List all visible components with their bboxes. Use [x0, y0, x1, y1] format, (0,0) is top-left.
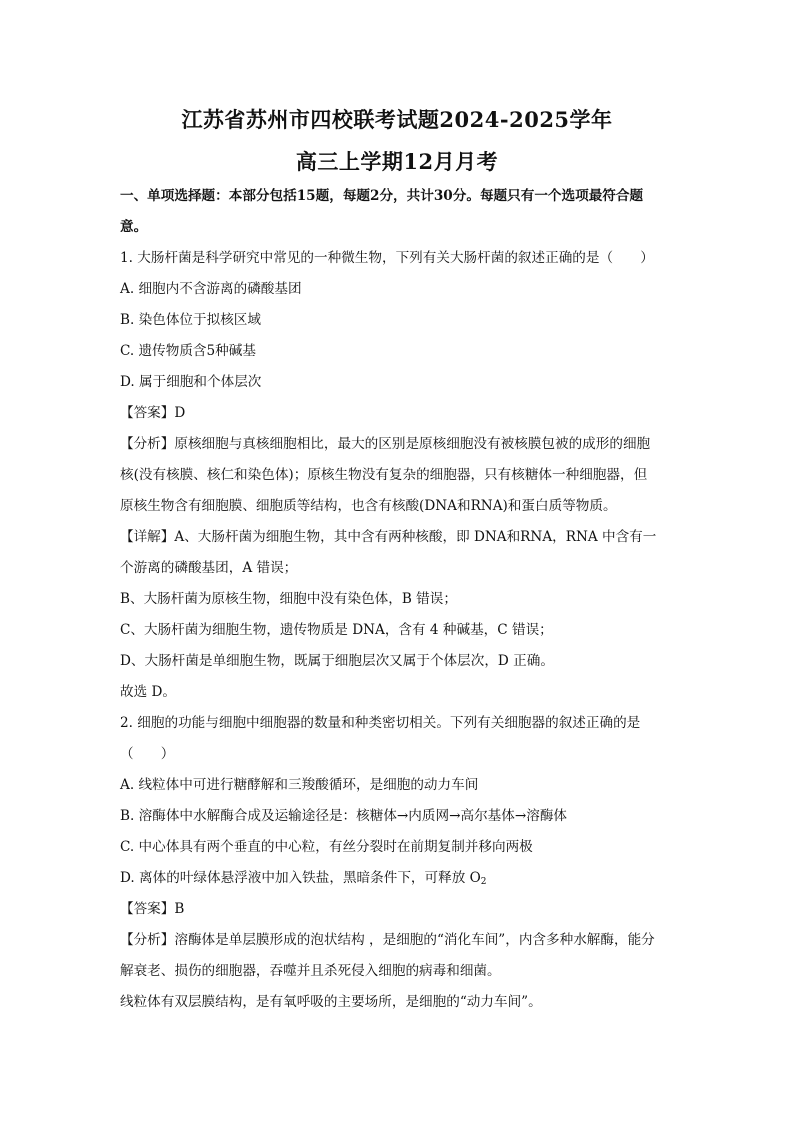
question-2-option-d [120, 868, 680, 888]
question-1-option-b: B. 染色体位于拟核区域 [120, 312, 261, 328]
question-1-option-c: C. 遗传物质含5种碱基 [120, 343, 256, 359]
question-1-detail-line-3: B、大肠杆菌为原核生物，细胞中没有染色体，B 错误； [120, 591, 457, 607]
section-heading-continued: 意。 [120, 219, 148, 235]
question-1-option-d: D. 属于细胞和个体层次 [120, 374, 262, 390]
oxygen-subscript: 2 [480, 877, 487, 887]
question-2-stem: 2. 细胞的功能与细胞中细胞器的数量和种类密切相关。下列有关细胞器的叙述正确的是 [120, 715, 641, 731]
question-2-answer: 【答案】B [120, 901, 185, 917]
question-2-analysis-line-2: 解衰老、损伤的细胞器，吞噬并且杀死侵入细胞的病毒和细菌。 [120, 963, 501, 979]
document-subtitle: 高三上学期12月月考 [295, 149, 499, 174]
question-1-detail-line-4: C、大肠杆菌为细胞生物，遗传物质是 DNA，含有 4 种碱基，C 错误； [120, 622, 553, 638]
question-2-option-c: C. 中心体具有两个垂直的中心粒，有丝分裂时在前期复制并移向两极 [120, 839, 533, 855]
question-1-answer: 【答案】D [120, 405, 186, 421]
question-1-detail-line-1: 【详解】A、大肠杆菌为细胞生物，其中含有两种核酸，即 DNA和RNA，RNA 中含有一 [120, 529, 657, 545]
question-2-option-d-text: D. 离体的叶绿体悬浮液中加入铁盐，黑暗条件下，可释放 O [120, 870, 481, 886]
question-1-stem: 1. 大肠杆菌是科学研究中常见的一种微生物，下列有关大肠杆菌的叙述正确的是（ ） [120, 250, 654, 266]
question-2-option-a: A. 线粒体中可进行糖酵解和三羧酸循环，是细胞的动力车间 [120, 777, 479, 793]
question-1-analysis-line-2: 核(没有核膜、核仁和染色体)；原核生物没有复杂的细胞器，只有核糖体一种细胞器，但 [120, 467, 648, 483]
question-1-analysis-line-1: 【分析】原核细胞与真核细胞相比，最大的区别是原核细胞没有被核膜包被的成形的细胞 [120, 436, 651, 452]
question-2-option-b: B. 溶酶体中水解酶合成及运输途径是：核糖体→内质网→高尔基体→溶酶体 [120, 808, 568, 824]
question-1-detail-line-5: D、大肠杆菌是单细胞生物，既属于细胞层次又属于个体层次，D 正确。 [120, 653, 554, 669]
question-1-detail-line-2: 个游离的磷酸基团，A 错误； [120, 560, 298, 576]
question-2-stem-continued: （ ） [120, 746, 175, 762]
question-1-conclusion: 故选 D。 [120, 684, 177, 700]
question-1-analysis-line-3: 原核生物含有细胞膜、细胞质等结构，也含有核酸(DNA和RNA)和蛋白质等物质。 [120, 498, 617, 514]
question-1-option-a: A. 细胞内不含游离的磷酸基团 [120, 281, 302, 297]
section-heading: 一、单项选择题：本部分包括15题，每题2分，共计30分。每题只有一个选项最符合题 [120, 188, 644, 204]
question-2-analysis-line-1: 【分析】溶酶体是单层膜形成的泡状结构 ，是细胞的“消化车间”，内含多种水解酶，能分 [120, 932, 655, 948]
document-title: 江苏省苏州市四校联考试题2024-2025学年 [181, 107, 613, 132]
question-2-analysis-line-3: 线粒体有双层膜结构，是有氧呼吸的主要场所，是细胞的“动力车间”。 [120, 994, 542, 1010]
